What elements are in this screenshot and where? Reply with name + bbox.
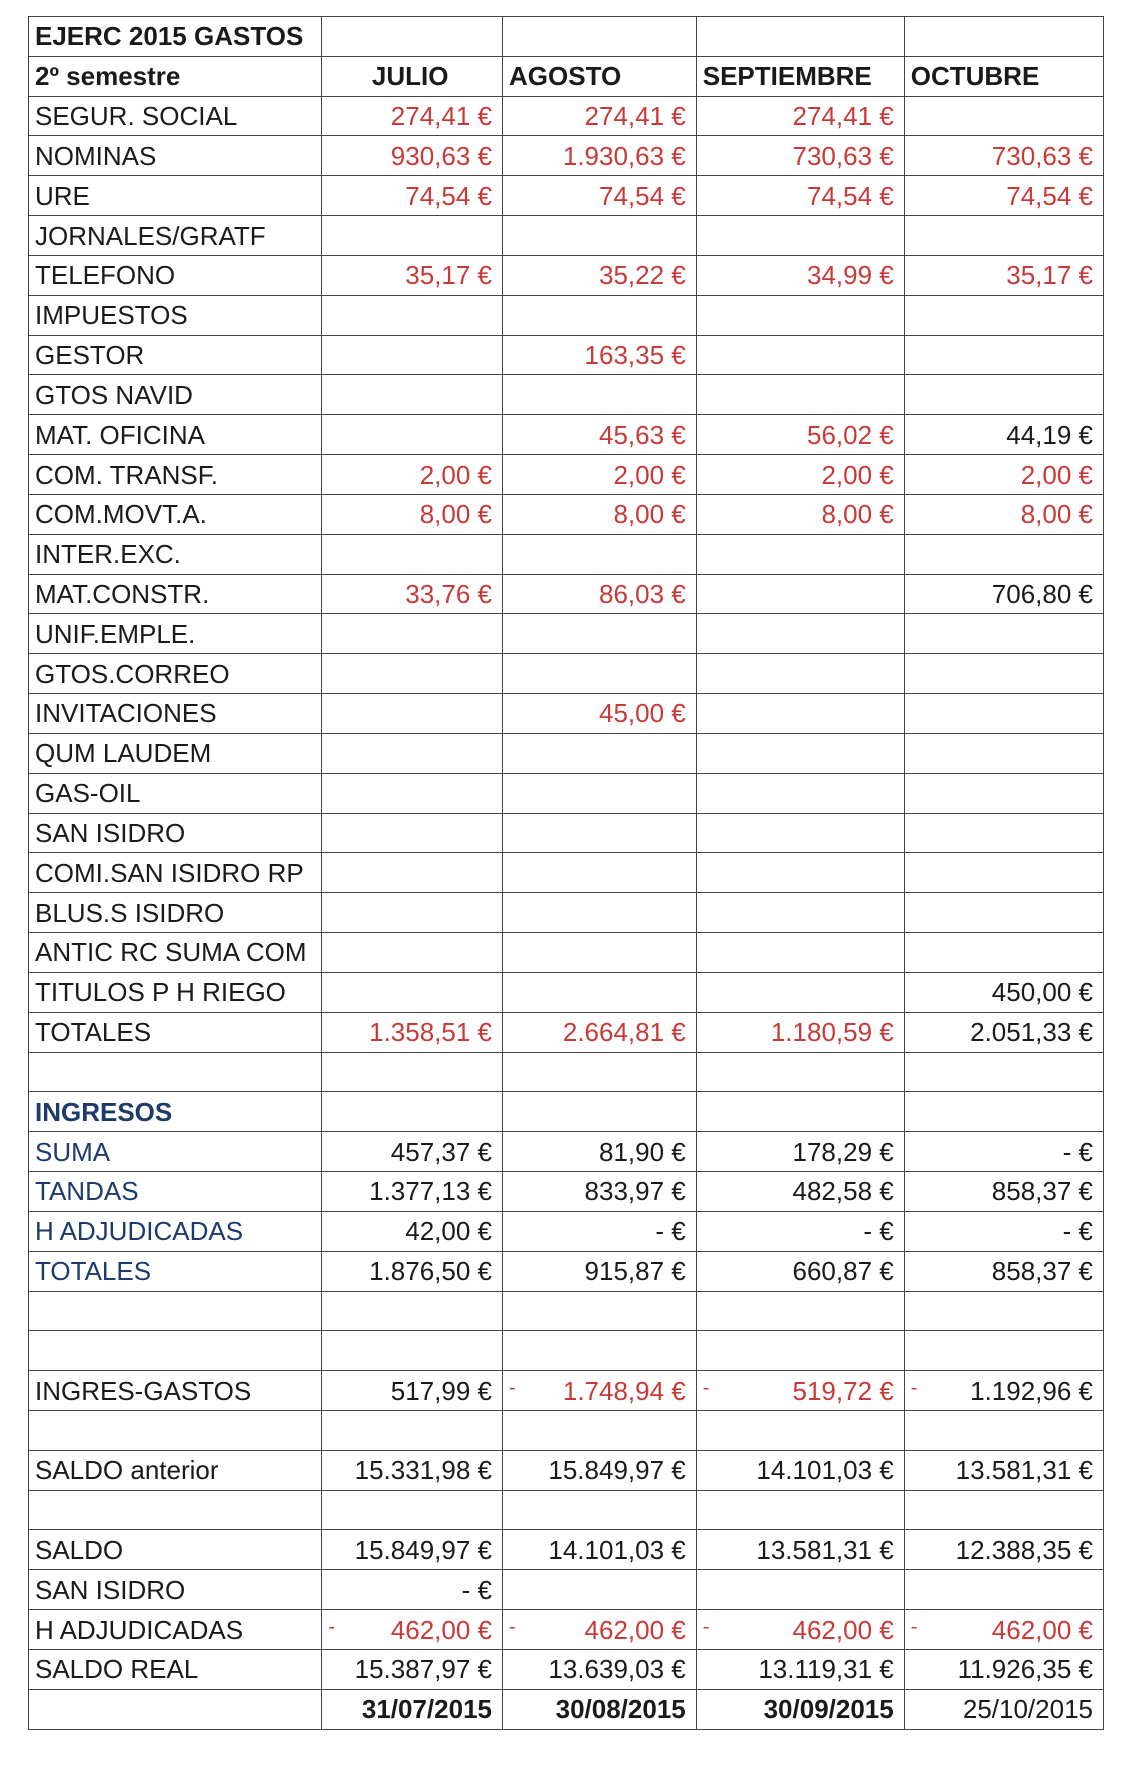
amount-cell [696,694,904,734]
amount-cell: 11.926,35 € [904,1649,1103,1689]
row-label: MAT.CONSTR. [29,574,322,614]
amount-cell [503,375,697,415]
amount-cell: 274,41 € [322,96,503,136]
expense-row [29,1012,1104,1052]
row-label: ANTIC RC SUMA COM [29,933,322,973]
expense-row [29,654,1104,694]
amount-cell: 1.876,50 € [322,1251,503,1291]
amount-cell: 74,54 € [322,176,503,216]
expense-row [29,455,1104,495]
amount-cell [696,375,904,415]
expense-row [29,813,1104,853]
amount-cell: 81,90 € [503,1132,697,1172]
amount-cell [696,773,904,813]
amount-cell [503,933,697,973]
negative-sign: - [702,1615,710,1638]
amount-cell [904,694,1103,734]
amount-cell: 482,58 € [696,1172,904,1212]
amount-cell [322,733,503,773]
amount-cell: 2.664,81 € [503,1012,697,1052]
amount-cell [904,1570,1103,1610]
row-label: SALDO [29,1530,322,1570]
amount-cell: 44,19 € [904,415,1103,455]
amount-cell: 56,02 € [696,415,904,455]
amount-cell [696,534,904,574]
income-row [29,1172,1104,1212]
amount-cell [696,614,904,654]
amount-cell [503,853,697,893]
amount-cell: 1.377,13 € [322,1172,503,1212]
amount-cell: 74,54 € [503,176,697,216]
title-row [29,17,1104,57]
expense-row [29,972,1104,1012]
amount-cell: 35,22 € [503,255,697,295]
row-label: NOMINAS [29,136,322,176]
negative-sign: - [328,1615,336,1638]
amount-cell: 8,00 € [322,494,503,534]
amount-value: 462,00 € [584,1614,686,1645]
expense-row [29,96,1104,136]
row-label: TANDAS [29,1172,322,1212]
amount-cell: 858,37 € [904,1251,1103,1291]
date-cell: 31/07/2015 [322,1689,503,1729]
negative-sign: - [702,1376,710,1399]
amount-value: 462,00 € [792,1614,894,1645]
expense-row [29,295,1104,335]
row-label: COM. TRANSF. [29,455,322,495]
row-label: INTER.EXC. [29,534,322,574]
amount-cell: 2,00 € [503,455,697,495]
amount-cell [503,614,697,654]
amount-cell [503,733,697,773]
row-label: H ADJUDICADAS [29,1211,322,1251]
negative-sign: - [509,1615,516,1638]
amount-cell [696,1610,904,1650]
amount-cell [322,893,503,933]
amount-cell: 2.051,33 € [904,1012,1103,1052]
amount-cell: 2,00 € [322,455,503,495]
amount-cell: 8,00 € [904,494,1103,534]
amount-cell [322,1371,503,1411]
amount-cell [322,614,503,654]
amount-cell [503,216,697,256]
expense-row [29,574,1104,614]
amount-cell [696,893,904,933]
income-header-row [29,1092,1104,1132]
row-label: SAN ISIDRO [29,1570,322,1610]
amount-cell: - € [322,1570,503,1610]
amount-cell: 12.388,35 € [904,1530,1103,1570]
row-label: H ADJUDICADAS [29,1610,322,1650]
row-label: SUMA [29,1132,322,1172]
negative-sign: - [910,1615,918,1638]
date-cell: 30/08/2015 [503,1689,697,1729]
amount-cell [904,654,1103,694]
amount-cell: 15.849,97 € [503,1450,697,1490]
amount-cell: 1.180,59 € [696,1012,904,1052]
amount-cell: 15.849,97 € [322,1530,503,1570]
amount-cell [322,375,503,415]
amount-cell [503,1610,697,1650]
amount-cell: - € [696,1211,904,1251]
san-isidro-row [29,1570,1104,1610]
amount-cell [503,773,697,813]
amount-cell [904,933,1103,973]
amount-cell [322,335,503,375]
spacer-row [29,1331,1104,1371]
expense-row [29,494,1104,534]
amount-cell [696,853,904,893]
amount-cell [904,335,1103,375]
amount-cell: 730,63 € [696,136,904,176]
balance-diff-row [29,1371,1104,1411]
date-cell: 25/10/2015 [904,1689,1103,1729]
amount-cell [904,96,1103,136]
amount-value: 1.748,94 € [562,1375,686,1406]
amount-cell [904,733,1103,773]
amount-cell [322,933,503,973]
dates-row [29,1689,1104,1729]
row-label: MAT. OFICINA [29,415,322,455]
amount-cell: 45,00 € [503,694,697,734]
amount-cell [696,574,904,614]
amount-cell [904,893,1103,933]
amount-cell: 457,37 € [322,1132,503,1172]
amount-cell: 660,87 € [696,1251,904,1291]
amount-cell: 45,63 € [503,415,697,455]
amount-cell: 42,00 € [322,1211,503,1251]
expense-row [29,216,1104,256]
amount-cell [696,1371,904,1411]
row-label: UNIF.EMPLE. [29,614,322,654]
amount-cell: 15.331,98 € [322,1450,503,1490]
amount-cell: 163,35 € [503,335,697,375]
negative-sign: - [509,1376,516,1399]
amount-cell [696,654,904,694]
amount-cell [904,534,1103,574]
amount-cell [904,1610,1103,1650]
row-label: URE [29,176,322,216]
expense-row [29,415,1104,455]
income-title: INGRESOS [29,1092,322,1132]
amount-cell: 13.119,31 € [696,1649,904,1689]
amount-cell [322,853,503,893]
date-cell: 30/09/2015 [696,1689,904,1729]
spacer-row [29,1052,1104,1092]
amount-value: 462,00 € [390,1614,492,1645]
amount-cell [696,216,904,256]
expense-row [29,335,1104,375]
amount-cell [503,654,697,694]
amount-cell [322,773,503,813]
spacer-row [29,1410,1104,1450]
amount-cell: 930,63 € [322,136,503,176]
amount-cell: 730,63 € [904,136,1103,176]
amount-cell: - € [904,1132,1103,1172]
row-label: TELEFONO [29,255,322,295]
amount-cell [322,654,503,694]
amount-cell: 2,00 € [696,455,904,495]
real-balance-row [29,1649,1104,1689]
amount-cell [322,972,503,1012]
row-label: SALDO anterior [29,1450,322,1490]
amount-cell: 858,37 € [904,1172,1103,1212]
expense-row [29,255,1104,295]
row-label: SAN ISIDRO [29,813,322,853]
amount-cell: 833,97 € [503,1172,697,1212]
amount-cell: - € [503,1211,697,1251]
month-header: OCTUBRE [904,56,1103,96]
month-header-row [29,56,1104,96]
row-label: TOTALES [29,1012,322,1052]
spacer-row [29,1490,1104,1530]
expense-row [29,853,1104,893]
row-label: TITULOS P H RIEGO [29,972,322,1012]
amount-cell [503,893,697,933]
adjudicated-row [29,1610,1104,1650]
previous-balance-row [29,1450,1104,1490]
income-row [29,1132,1104,1172]
amount-cell: 33,76 € [322,574,503,614]
amount-cell: 74,54 € [696,176,904,216]
amount-cell: 35,17 € [904,255,1103,295]
expense-row [29,375,1104,415]
amount-cell [322,1610,503,1650]
expense-row [29,534,1104,574]
amount-cell [904,853,1103,893]
amount-cell [503,972,697,1012]
amount-value: 519,72 € [792,1375,894,1406]
row-label: GTOS.CORREO [29,654,322,694]
amount-cell [904,813,1103,853]
balance-row [29,1530,1104,1570]
amount-cell [696,1570,904,1610]
amount-cell: 14.101,03 € [696,1450,904,1490]
amount-cell [503,1570,697,1610]
row-label: GESTOR [29,335,322,375]
amount-cell: 34,99 € [696,255,904,295]
expense-row [29,893,1104,933]
amount-cell [904,216,1103,256]
row-label: QUM LAUDEM [29,733,322,773]
amount-cell [904,295,1103,335]
amount-cell: 274,41 € [696,96,904,136]
month-header: SEPTIEMBRE [696,56,904,96]
amount-cell [696,295,904,335]
amount-cell [322,813,503,853]
expense-row [29,694,1104,734]
amount-cell [904,773,1103,813]
expense-row [29,773,1104,813]
amount-cell [904,614,1103,654]
amount-cell: - € [904,1211,1103,1251]
amount-cell: 14.101,03 € [503,1530,697,1570]
expense-row [29,733,1104,773]
expense-spreadsheet [28,16,1104,1730]
amount-cell [503,1371,697,1411]
amount-cell [503,813,697,853]
amount-cell [904,375,1103,415]
amount-cell: 13.581,31 € [696,1530,904,1570]
amount-cell: 74,54 € [904,176,1103,216]
amount-value: 1.192,96 € [970,1375,1093,1406]
amount-cell: 915,87 € [503,1251,697,1291]
amount-cell: 178,29 € [696,1132,904,1172]
income-row [29,1211,1104,1251]
row-label: BLUS.S ISIDRO [29,893,322,933]
row-label: SEGUR. SOCIAL [29,96,322,136]
amount-cell [322,415,503,455]
month-header: JULIO [322,56,503,96]
amount-cell [322,216,503,256]
row-label: JORNALES/GRATF [29,216,322,256]
amount-cell [503,295,697,335]
row-label: COMI.SAN ISIDRO RP [29,853,322,893]
expense-row [29,933,1104,973]
row-label: SALDO REAL [29,1649,322,1689]
amount-cell [904,1371,1103,1411]
expense-row [29,614,1104,654]
amount-cell [696,972,904,1012]
amount-cell: 15.387,97 € [322,1649,503,1689]
row-label: INGRES-GASTOS [29,1371,322,1411]
amount-value: 517,99 € [390,1375,492,1406]
amount-cell: 86,03 € [503,574,697,614]
amount-cell: 8,00 € [503,494,697,534]
amount-cell [322,534,503,574]
row-label: IMPUESTOS [29,295,322,335]
amount-cell: 35,17 € [322,255,503,295]
amount-cell: 13.581,31 € [904,1450,1103,1490]
amount-cell: 1.930,63 € [503,136,697,176]
row-label: GAS-OIL [29,773,322,813]
amount-cell: 450,00 € [904,972,1103,1012]
amount-cell: 8,00 € [696,494,904,534]
amount-cell [696,733,904,773]
negative-sign: - [910,1376,918,1399]
semester-label: 2º semestre [29,56,322,96]
expense-row [29,136,1104,176]
amount-cell: 274,41 € [503,96,697,136]
amount-cell [696,813,904,853]
amount-cell [696,933,904,973]
amount-cell: 706,80 € [904,574,1103,614]
amount-cell [322,295,503,335]
row-label: GTOS NAVID [29,375,322,415]
amount-cell: 1.358,51 € [322,1012,503,1052]
row-label: TOTALES [29,1251,322,1291]
sheet-title: EJERC 2015 GASTOS [29,17,322,57]
amount-cell: 13.639,03 € [503,1649,697,1689]
amount-value: 462,00 € [991,1614,1093,1645]
row-label: INVITACIONES [29,694,322,734]
month-header: AGOSTO [503,56,697,96]
amount-cell [503,534,697,574]
amount-cell [696,335,904,375]
spacer-row [29,1291,1104,1331]
amount-cell: 2,00 € [904,455,1103,495]
amount-cell [322,694,503,734]
row-label: COM.MOVT.A. [29,494,322,534]
expense-row [29,176,1104,216]
income-row [29,1251,1104,1291]
